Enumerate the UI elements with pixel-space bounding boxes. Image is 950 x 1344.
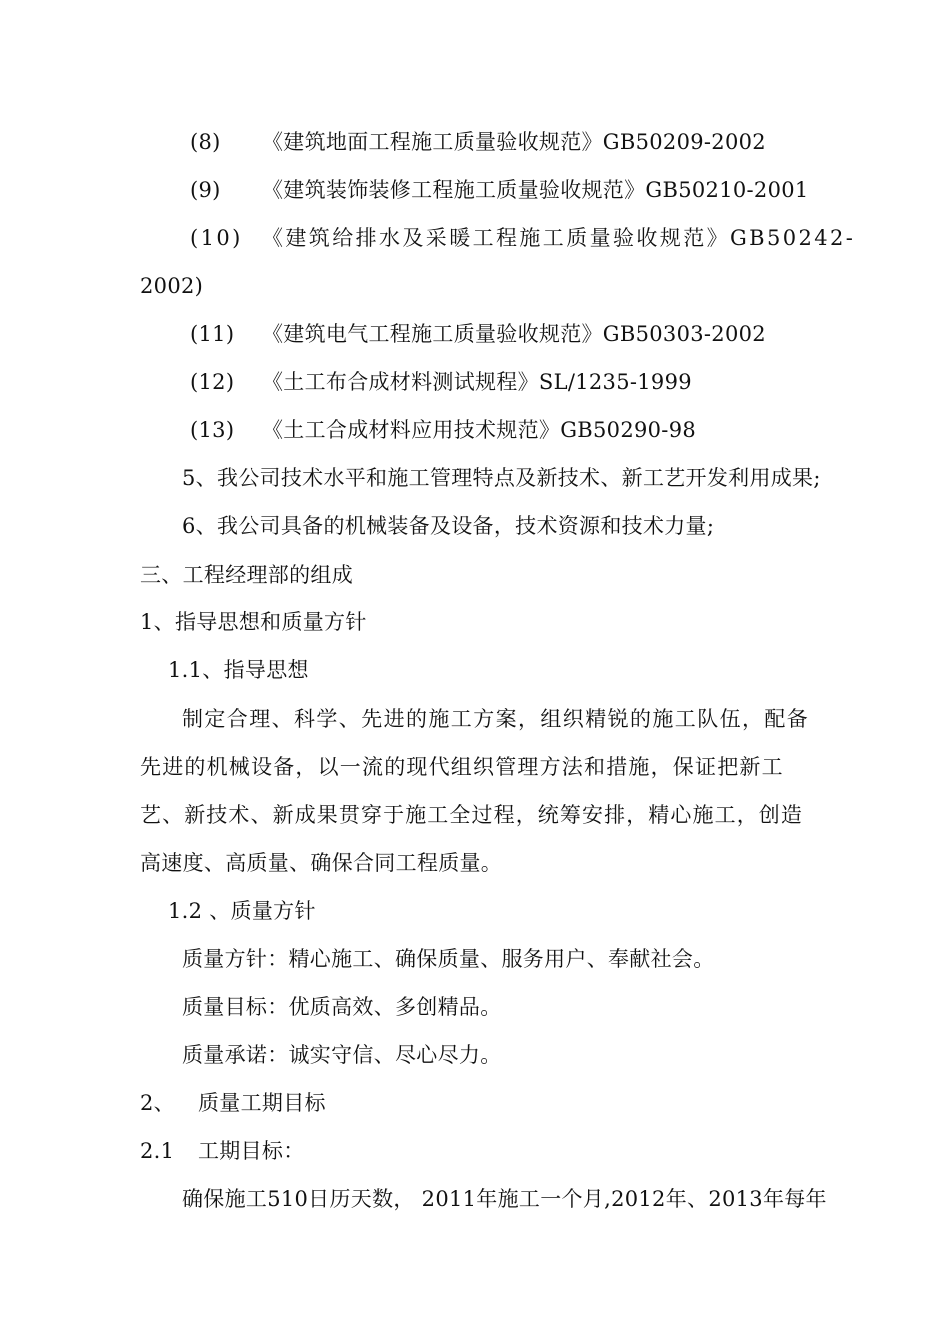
section-heading: 三、工程经理部的组成: [140, 563, 353, 587]
quality-commitment-line: 质量承诺：诚实守信、尽心尽力。: [182, 1043, 502, 1067]
basis-item-6: 6、我公司具备的机械装备及设备，技术资源和技术力量;: [182, 514, 715, 538]
heading-number: 2.1: [140, 1139, 175, 1163]
standard-item-10: [190, 224, 855, 252]
quality-policy-line: 质量方针：精心施工、确保质量、服务用户、奉献社会。: [182, 947, 715, 971]
standard-text: 《建筑给排水及采暖工程施工质量验收规范》GB50242-: [262, 226, 856, 250]
subsection-heading: 1、指导思想和质量方针: [140, 610, 367, 634]
basis-item-5: 5、我公司技术水平和施工管理特点及新技术、新工艺开发利用成果;: [182, 466, 821, 490]
standard-text: 《土工布合成材料测试规程》SL/1235-1999: [262, 370, 692, 394]
standard-text: 《建筑电气工程施工质量验收规范》GB50303-2002: [262, 322, 766, 346]
standard-text: 《建筑地面工程施工质量验收规范》GB50209-2002: [262, 130, 766, 154]
paragraph-line: 先进的机械设备，以一流的现代组织管理方法和措施，保证把新工: [140, 755, 784, 779]
standard-text: 《建筑装饰装修工程施工质量验收规范》GB50210-2001: [262, 178, 809, 202]
quality-goal-line: 质量目标：优质高效、多创精品。: [182, 995, 502, 1019]
standard-number: (11): [190, 322, 235, 346]
standard-item-10-continuation: [140, 272, 203, 300]
standard-item-12: [190, 368, 692, 396]
standard-text: 《土工合成材料应用技术规范》GB50290-98: [262, 418, 697, 442]
standard-item-9: [190, 176, 809, 204]
subsection-heading-2: [140, 1089, 326, 1117]
standard-text-continuation: 2002): [140, 274, 204, 298]
standard-number: (9): [190, 178, 221, 202]
standard-item-8: [190, 128, 766, 156]
standard-number: (12): [190, 370, 235, 394]
standard-number: (8): [190, 130, 221, 154]
standard-number: (10): [190, 226, 243, 250]
standard-number: (13): [190, 418, 235, 442]
paragraph-line: 高速度、高质量、确保合同工程质量。: [140, 851, 503, 875]
paragraph-line: 制定合理、科学、先进的施工方案，组织精锐的施工队伍，配备: [182, 707, 810, 731]
standard-item-11: [190, 320, 766, 348]
subsection-heading-1-2: 1.2 、质量方针: [168, 899, 316, 923]
paragraph-line: 艺、新技术、新成果贯穿于施工全过程，统筹安排，精心施工，创造: [140, 803, 803, 827]
schedule-target-line: 确保施工510日历天数， 2011年施工一个月,2012年、2013年每年: [182, 1187, 827, 1211]
subsection-heading-1-1: 1.1、指导思想: [168, 658, 309, 682]
subsection-heading-2-1: [140, 1137, 305, 1165]
heading-text: 工期目标：: [198, 1139, 305, 1163]
heading-number: 2、: [140, 1091, 175, 1115]
heading-text: 质量工期目标: [198, 1091, 326, 1115]
standard-item-13: [190, 416, 696, 444]
